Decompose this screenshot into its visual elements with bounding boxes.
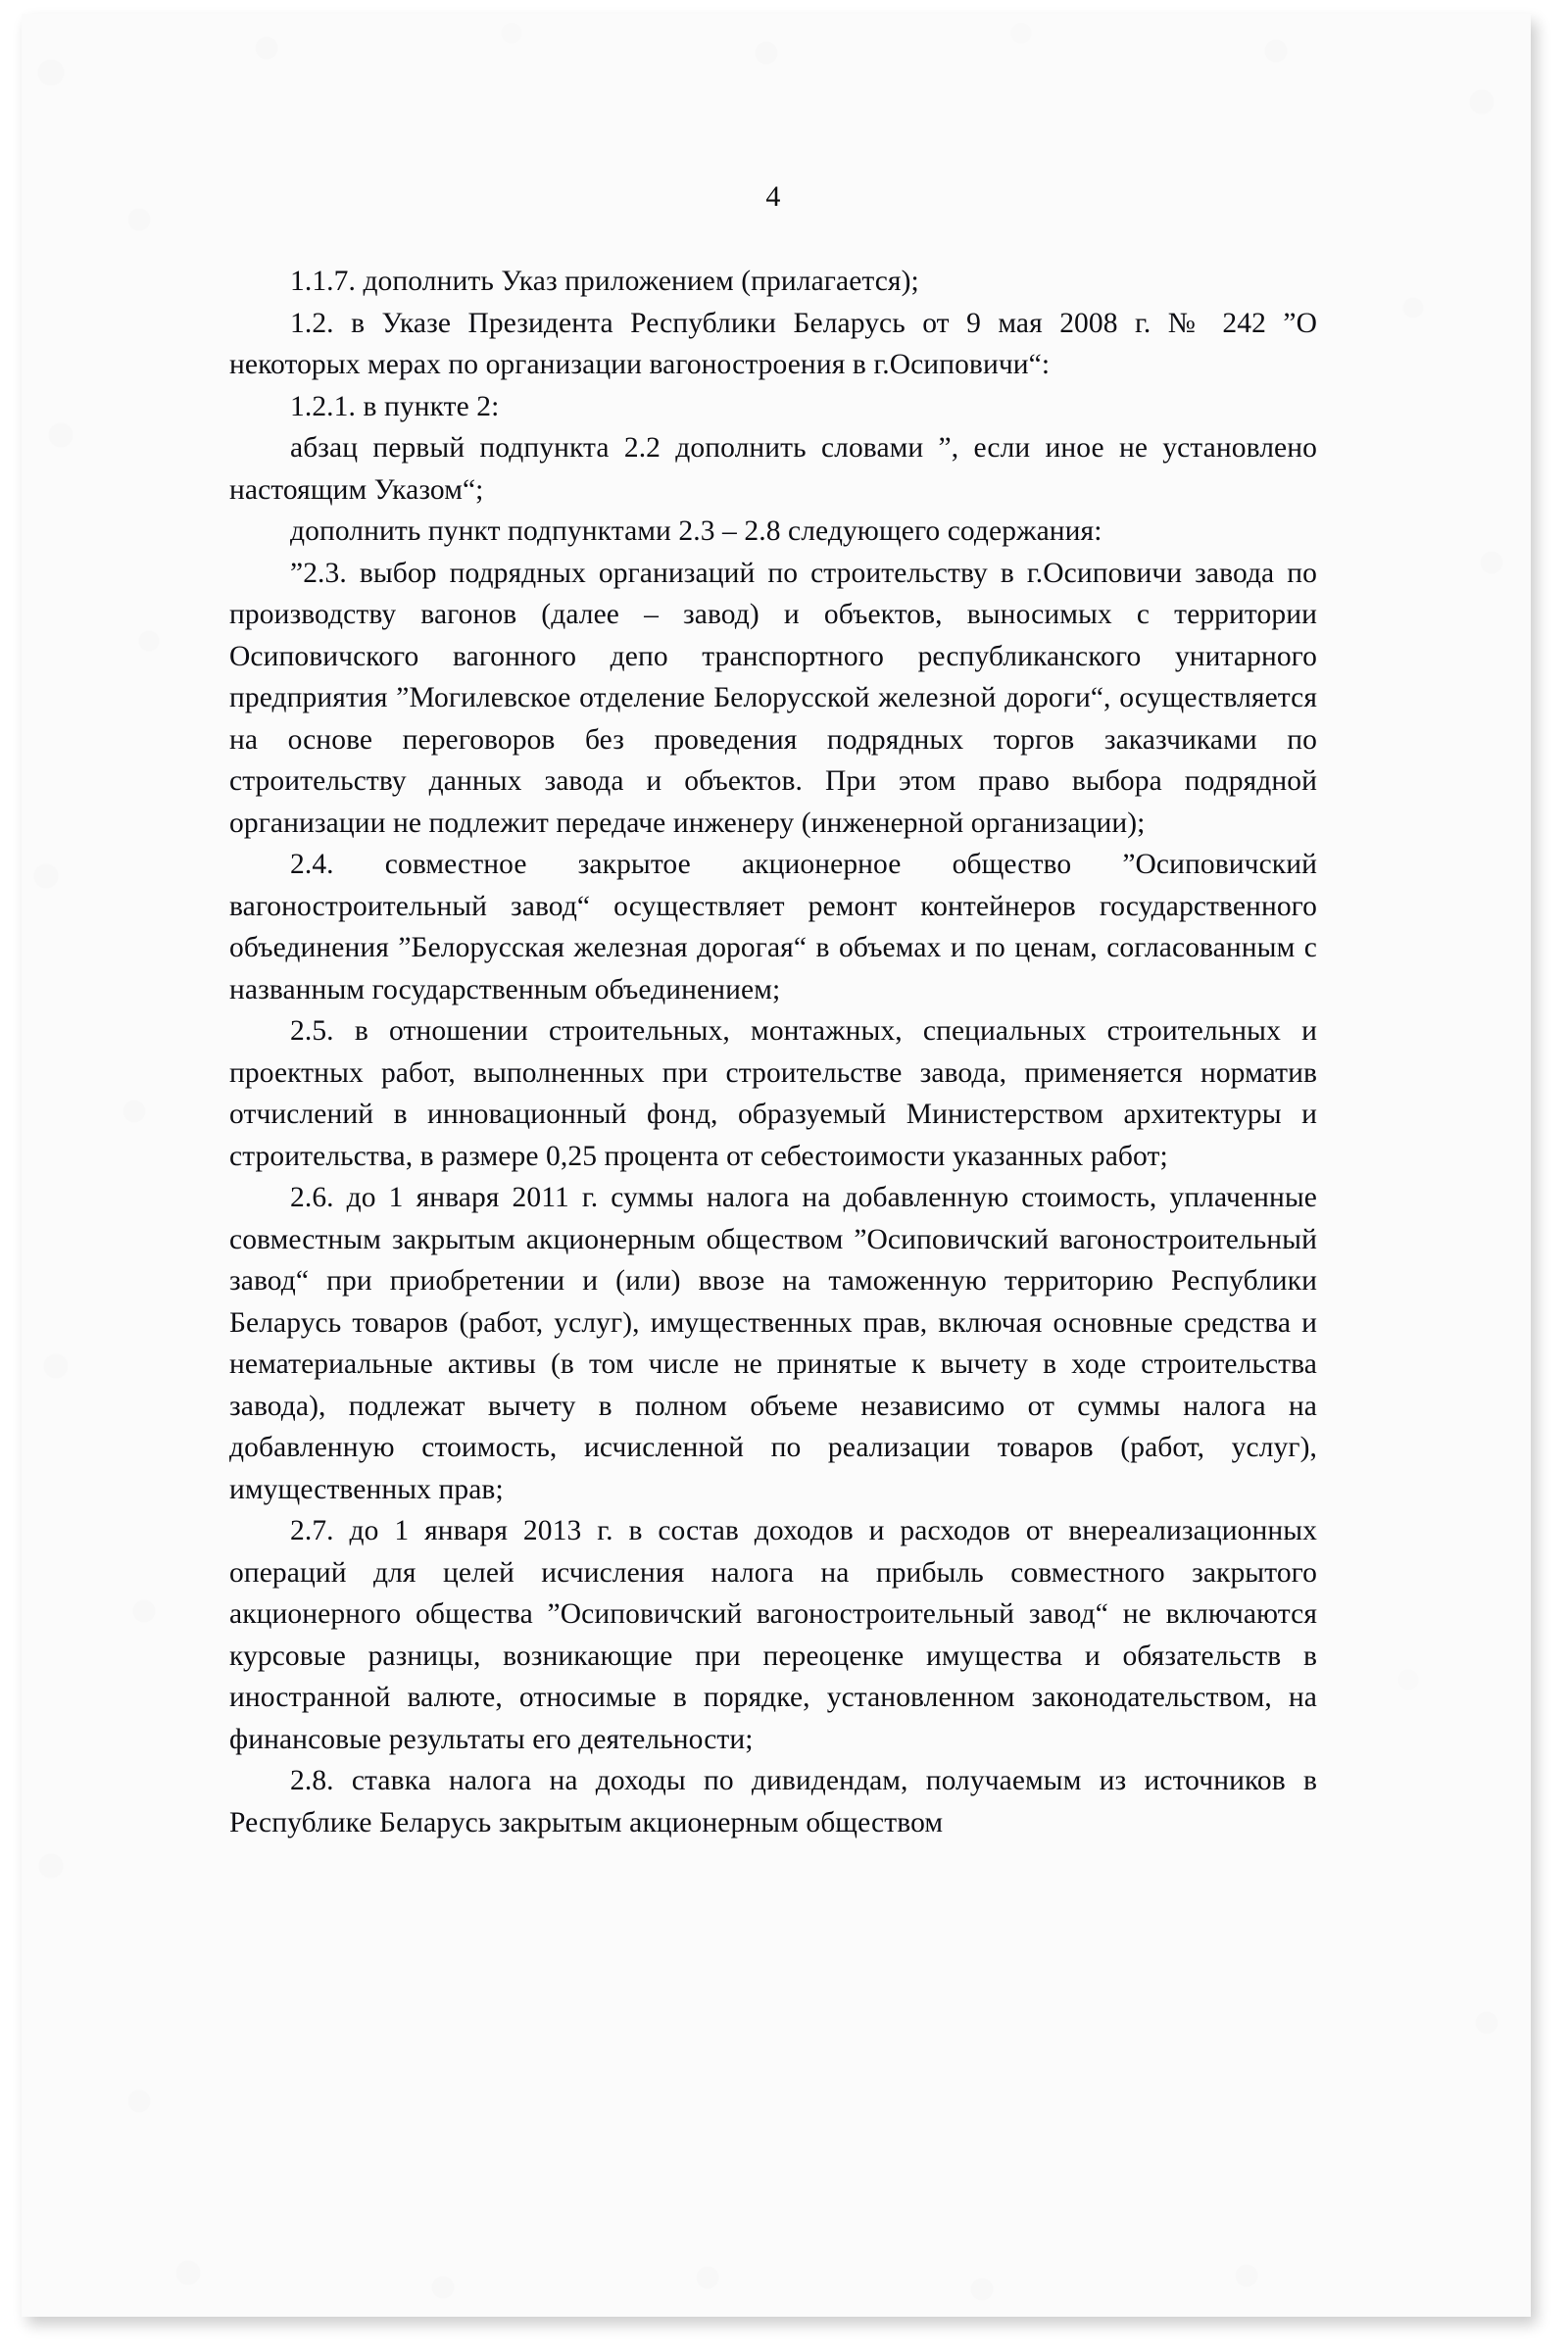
document-text-body <box>229 180 1317 1843</box>
paragraph-1-1-7: 1.1.7. дополнить Указ приложением (прилагается); <box>290 266 919 297</box>
paragraph-2-3: ”2.3. выбор подрядных организаций по строительству в г.Осиповичи завода по производству вагонов (далее – завод) и объектов, выносимых с территории Осиповичского вагонного депо транспортного республиканского унитарного предприятия ”Могилевское отделение Белорусской железной дороги“, осуществляется на основе переговоров без проведения подрядных торгов заказчиками по строительству данных завода и объектов. При этом право выбора подрядной организации не подлежит передаче инженеру (инженерной организации); <box>229 557 1317 839</box>
paragraph-2-5: 2.5. в отношении строительных, монтажных, специальных строительных и проектных работ, выполненных при строительстве завода, применяется норматив отчислений в инновационный фонд, образуемый Министерством архитектуры и строительства, в размере 0,25 процента от себестоимости указанных работ; <box>229 1015 1317 1172</box>
paragraph-2-6: 2.6. до 1 января 2011 г. суммы налога на добавленную стоимость, уплаченные совместным закрытым акционерным обществом ”Осиповичский вагоностроительный завод“ при приобретении и (или) ввозе на таможенную территорию Республики Беларусь товаров (работ, услуг), имущественных прав, включая основные средства и нематериальные активы (в том числе не принятые к вычету в ходе строительства завода), подлежат вычету в полном объеме независимо от суммы налога на добавленную стоимость, исчисленной по реализации товаров (работ, услуг), имущественных прав; <box>229 1182 1317 1505</box>
paragraph-1-2: 1.2. в Указе Президента Республики Беларусь от 9 мая 2008 г. № 242 ”О некоторых мерах по организации вагоностроения в г.Осиповичи“: <box>229 307 1317 380</box>
paragraph-2-4: 2.4. совместное закрытое акционерное общество ”Осиповичский вагоностроительный завод“ осуществляет ремонт контейнеров государственного объединения ”Белорусская железная дорогая“ в объемах и по ценам, согласованным с названным государственным объединением; <box>229 849 1317 1005</box>
scan-texture-right <box>1384 14 1531 2317</box>
scan-texture-bottom <box>22 2180 1531 2317</box>
scan-texture-left <box>22 14 208 2317</box>
page-number: 4 <box>765 180 781 213</box>
document-page <box>22 14 1531 2317</box>
paragraph-1-2-1: 1.2.1. в пункте 2: <box>290 390 500 422</box>
scan-texture-top <box>22 14 1531 131</box>
paragraph-2-7: 2.7. до 1 января 2013 г. в состав доходов и расходов от внереализационных операций для целей исчисления налога на прибыль совместного закрытого акционерного общества ”Осиповичский вагоностроительный завод“ не включаются курсовые разницы, возникающие при переоценке имущества и обязательств в иностранной валюте, относимые в порядке, установленном законодательством, на финансовые результаты его деятельности; <box>229 1515 1317 1755</box>
paragraph-abzac-pervyj: абзац первый подпункта 2.2 дополнить словами ”, если иное не установлено настоящим Указом“; <box>229 432 1317 506</box>
paragraph-dopolnit-punkt: дополнить пункт подпунктами 2.3 – 2.8 следующего содержания: <box>290 515 1102 547</box>
paragraph-2-8: 2.8. ставка налога на доходы по дивидендам, получаемым из источников в Республике Беларусь закрытым акционерным обществом <box>229 1765 1317 1838</box>
